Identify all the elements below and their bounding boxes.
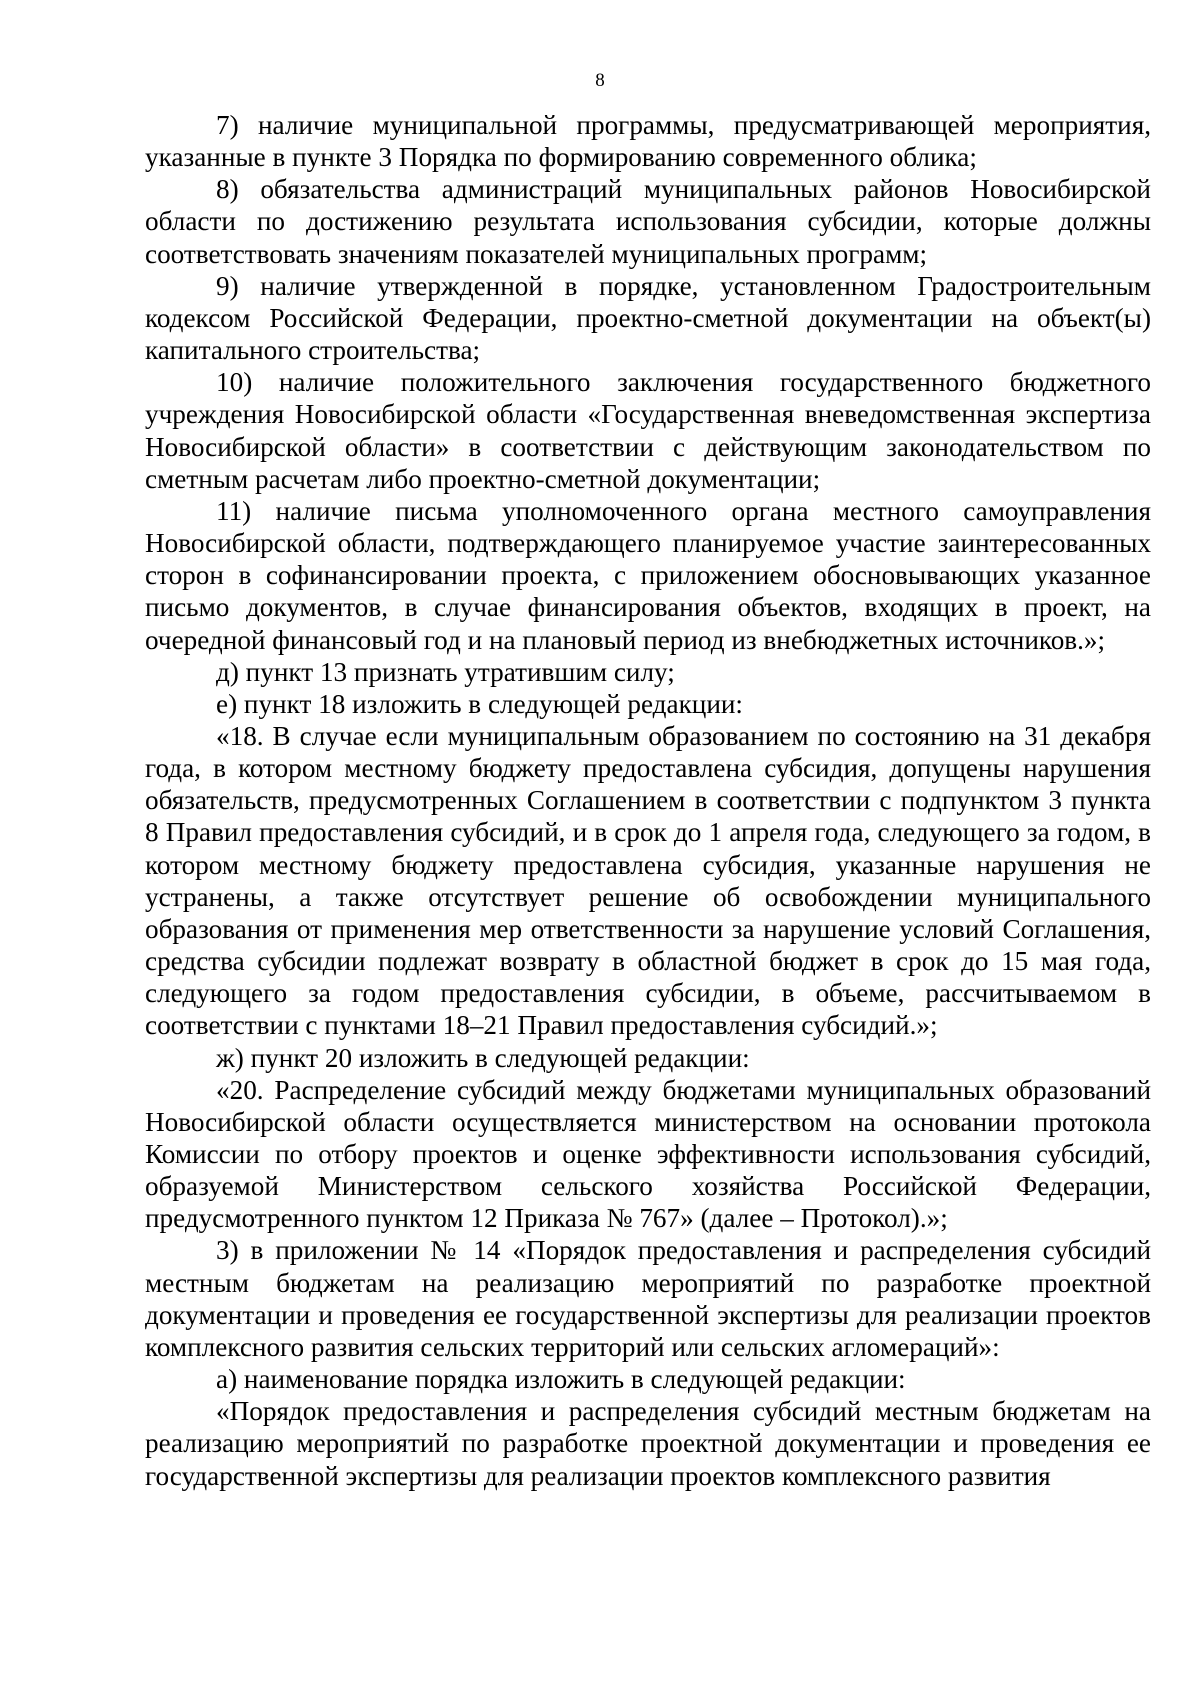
paragraph-item-11: 11) наличие письма уполномоченного органа местного самоуправления Новосибирской области, подтверждающего планируемое участие заинтересованных сторон в софинансировании проекта, с приложением обосновывающих указанное письмо документов, в случае финансирования объектов, входящих в проект, на очередной финансовый год и на плановый период из внебюджетных источников.»;	[145, 495, 1151, 655]
paragraph-item-3-appendix-14: 3) в приложении № 14 «Порядок предоставления и распределения субсидий местным бюджетам на реализацию мероприятий по разработке проектной документации и проведения ее государственной экспертизы для реализации проектов комплексного развития сельских территорий или сельских агломераций»:	[145, 1235, 1151, 1362]
paragraph-order-title: «Порядок предоставления и распределения субсидий местным бюджетам на реализацию мероприятий по разработке проектной документации и проведения ее государственной экспертизы для реализации проектов комплексного развития	[145, 1396, 1151, 1491]
document-body	[145, 109, 1151, 1492]
paragraph-item-10: 10) наличие положительного заключения государственного бюджетного учреждения Новосибирской области «Государственная вневедомственная экспертиза Новосибирской области» в соответствии с действующим законодательством по сметным расчетам либо проектно-сметной документации;	[145, 367, 1151, 494]
paragraph-subitem-zh: ж) пункт 20 изложить в следующей редакции:	[216, 1042, 750, 1073]
paragraph-item-8: 8) обязательства администраций муниципальных районов Новосибирской области по достижению результата использования субсидии, которые должны соответствовать значениям показателей муниципальных программ;	[145, 174, 1151, 269]
paragraph-subitem-e: е) пункт 18 изложить в следующей редакции:	[216, 688, 743, 719]
paragraph-clause-18: «18. В случае если муниципальным образованием по состоянию на 31 декабря года, в котором местному бюджету предоставлена субсидия, допущены нарушения обязательств, предусмотренных Соглашением в соответствии с подпунктом 3 пункта 8 Правил предоставления субсидий, и в срок до 1 апреля года, следующего за годом, в котором местному бюджету предоставлена субсидия, указанные нарушения не устранены, а также отсутствует решение об освобождении муниципального образования от применения мер ответственности за нарушение условий Соглашения, средства субсидии подлежат возврату в областной бюджет в срок до 15 мая года, следующего за годом предоставления субсидии, в объеме, рассчитываемом в соответствии с пунктами 18–21 Правил предоставления субсидий.»;	[145, 720, 1151, 1041]
paragraph-subitem-a: а) наименование порядка изложить в следующей редакции:	[216, 1364, 906, 1395]
paragraph-clause-20: «20. Распределение субсидий между бюджетами муниципальных образований Новосибирской области осуществляется министерством на основании протокола Комиссии по отбору проектов и оценке эффективности использования субсидий, образуемой Министерством сельского хозяйства Российской Федерации, предусмотренного пунктом 12 Приказа № 767» (далее – Протокол).»;	[145, 1074, 1151, 1234]
paragraph-item-7: 7) наличие муниципальной программы, предусматривающей мероприятия, указанные в пункте 3 Порядка по формированию современного облика;	[145, 110, 1151, 173]
paragraph-subitem-d: д) пункт 13 признать утратившим силу;	[216, 656, 675, 687]
page-number: 8	[595, 70, 605, 91]
paragraph-item-9: 9) наличие утвержденной в порядке, установленном Градостроительным кодексом Российской Федерации, проектно-сметной документации на объект(ы) капитального строительства;	[145, 270, 1151, 366]
